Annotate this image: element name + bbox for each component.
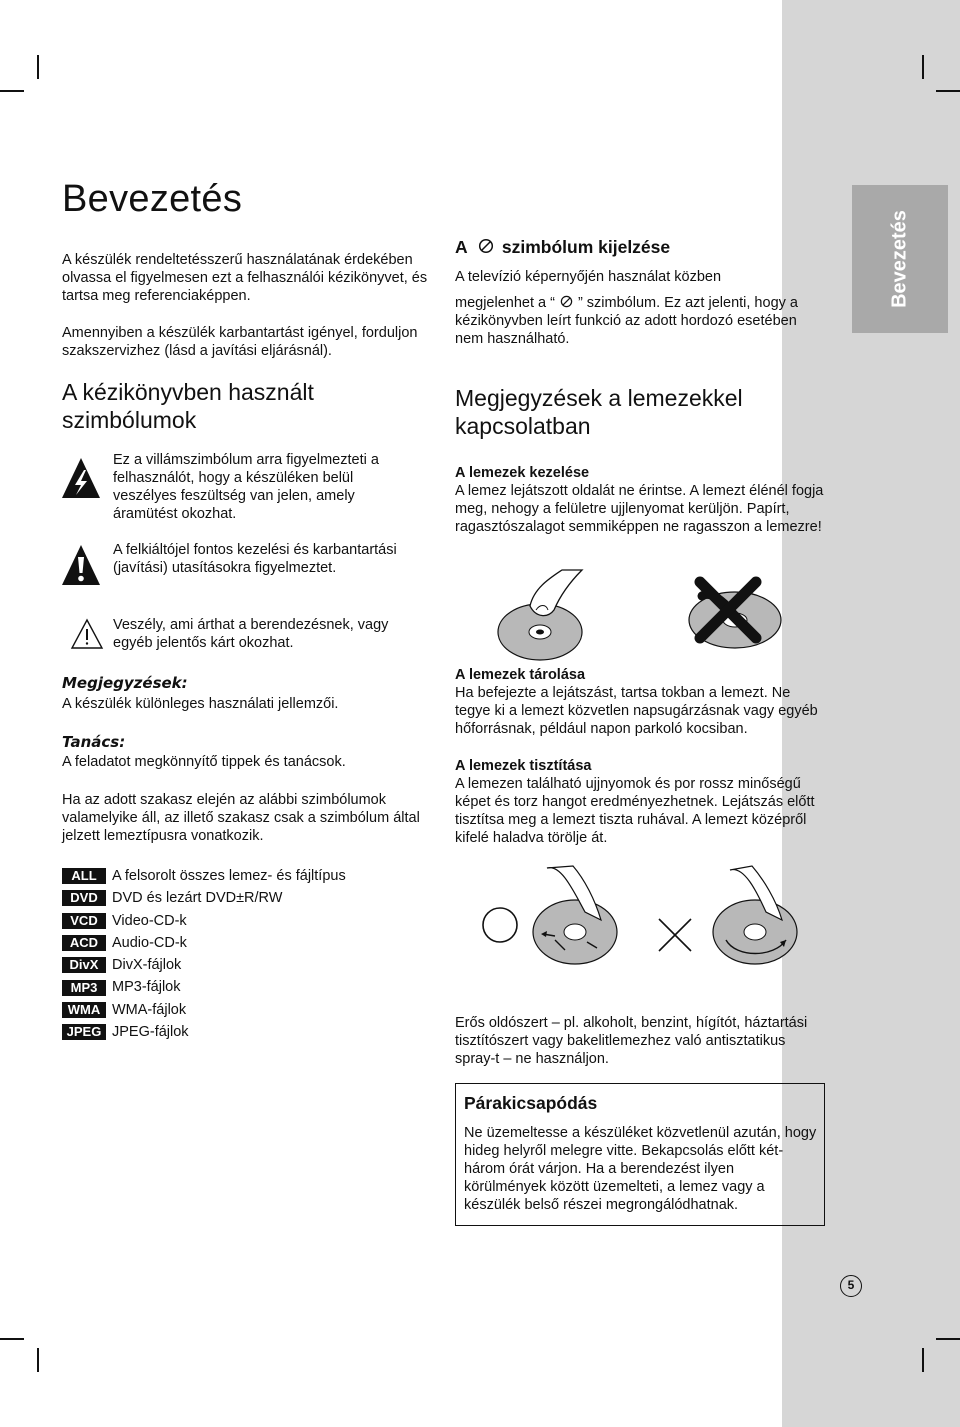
disc-wipe-circular-illustration xyxy=(700,860,810,975)
media-row-all xyxy=(62,865,432,887)
tip-label: Tanács: xyxy=(62,733,126,751)
symbol-text-line-1: A televízió képernyőjén használat közben xyxy=(455,269,722,285)
page-number: 5 xyxy=(840,1275,862,1297)
storage-title: A lemezek tárolása xyxy=(455,667,586,683)
media-badge: DivX xyxy=(62,957,106,973)
section-scope-text: Ha az adott szakasz elején az alábbi szimbólumok valamelyike áll, az illető szakasz csak a szimbólum által jelzett lemeztípusra vonatkozik. xyxy=(62,792,420,844)
media-label: A felsorolt összes lemez- és fájltípus xyxy=(112,868,346,884)
symbol-text-block xyxy=(455,294,825,348)
media-badge: ALL xyxy=(62,868,106,884)
crop-mark xyxy=(0,90,24,92)
symbol-inline-open: megjelenhet a “ xyxy=(455,295,555,311)
media-row-acd xyxy=(62,932,432,954)
media-label: JPEG-fájlok xyxy=(112,1024,189,1041)
notes-label: Megjegyzések: xyxy=(62,674,188,692)
media-row-jpeg xyxy=(62,1021,432,1043)
symbol-meaning: Ez azt jelenti, hogy a kézikönyvben leírt funkció az adott hordozó esetében nem használható. xyxy=(455,295,798,347)
handling-text: A lemez lejátszott oldalát ne érintse. A lemezt élénél fogja meg, nehogy a felületre ujjlenyomat kerüljön. Papírt, ragasztószalagot semmiképpen ne ragasszon a lemezre! xyxy=(455,483,824,535)
symbol-display-heading xyxy=(455,236,670,258)
caution-icon xyxy=(70,618,104,650)
media-row-mp3 xyxy=(62,976,432,998)
disc-held-by-edge-illustration xyxy=(490,566,600,666)
storage-text: Ha befejezte a lejátszást, tartsa tokban a lemezt. Ne tegye ki a lemezt közvetlen napsugárzásnak vagy egyéb hőforrásnak, például napon parkoló kocsiban. xyxy=(455,685,818,737)
caution-text: Veszély, ami árthat a berendezésnek, vagy egyéb jelentős kárt okozhat. xyxy=(113,617,389,651)
media-badge: JPEG xyxy=(62,1024,106,1040)
media-row-divx xyxy=(62,954,432,976)
lightning-text: Ez a villámszimbólum arra figyelmezteti a felhasználót, hogy a készüléken belül veszélyes feszültség van jelen, amely áramütést okozhat. xyxy=(113,452,379,522)
solvent-warning-text: Erős oldószert – pl. alkoholt, benzint, hígítót, háztartási tisztítószert vagy bakelitlemezhez való antisztatikus spray-t – ne használjon. xyxy=(455,1015,808,1067)
media-type-list xyxy=(62,865,432,1043)
cleaning-text: A lemezen található ujjnyomok és por rossz minőségű képet és torz hangot eredményezhetnek. Lejátszás előtt tisztítsa meg a lemezt tiszta ruhával. A lemezt középről kifelé haladva törölje át. xyxy=(455,776,815,846)
cleaning-title: A lemezek tisztítása xyxy=(455,758,592,774)
lightning-warning-icon xyxy=(60,456,102,500)
media-badge: WMA xyxy=(62,1002,106,1018)
heading-suffix: szimbólum kijelzése xyxy=(501,237,671,257)
symbols-heading: A kézikönyvben használt szimbólumok xyxy=(62,379,314,433)
symbol-inline-close: ” szimbólum. xyxy=(577,295,661,311)
side-tab-label: Bevezetés xyxy=(888,210,911,308)
media-badge: MP3 xyxy=(62,980,106,996)
media-label: WMA-fájlok xyxy=(112,1001,187,1018)
media-label: DVD és lezárt DVD±R/RW xyxy=(112,890,283,907)
crop-mark xyxy=(922,55,924,79)
media-label: DivX-fájlok xyxy=(112,957,182,974)
media-label: MP3-fájlok xyxy=(112,979,181,996)
page-title: Bevezetés xyxy=(62,178,243,220)
media-label: Audio-CD-k xyxy=(112,934,187,951)
section-side-tab xyxy=(852,185,948,333)
media-row-vcd xyxy=(62,910,432,932)
crop-mark xyxy=(936,90,960,92)
condensation-title: Párakicsapódás xyxy=(464,1093,598,1113)
condensation-text: Ne üzemeltesse a készüléket közvetlenül azután, hogy hideg helyről melegre vitte. Bekapcsolás előtt két-három órát várjon. Ha a berendezést ilyen körülmények között üzemelteti, a lemez vagy a készülék belső részei megrongálódhatnak. xyxy=(464,1125,817,1213)
crop-mark xyxy=(37,1348,39,1372)
correct-method-circle-icon xyxy=(480,905,520,945)
handling-title: A lemezek kezelése xyxy=(455,465,590,481)
disc-wrong-handling-illustration xyxy=(680,572,790,660)
service-paragraph: Amennyiben a készülék karbantartást igényel, forduljon szakszervizhez (lásd a javítási eljárásnál). xyxy=(62,325,418,359)
tip-text: A feladatot megkönnyítő tippek és tanácsok. xyxy=(62,754,346,770)
media-row-wma xyxy=(62,999,432,1021)
prohibited-symbol-icon xyxy=(560,295,573,308)
crop-mark xyxy=(936,1338,960,1340)
media-badge: ACD xyxy=(62,935,106,951)
notes-text: A készülék különleges használati jellemzői. xyxy=(62,696,339,712)
condensation-box xyxy=(455,1083,825,1226)
media-row-dvd xyxy=(62,887,432,909)
media-badge: VCD xyxy=(62,913,106,929)
exclamation-warning-icon xyxy=(60,543,102,587)
media-badge: DVD xyxy=(62,890,106,906)
media-label: Video-CD-k xyxy=(112,912,187,929)
crop-mark xyxy=(37,55,39,79)
prohibited-symbol-icon xyxy=(478,238,494,254)
heading-prefix: A xyxy=(455,237,467,257)
crop-mark xyxy=(0,1338,24,1340)
intro-paragraph: A készülék rendeltetésszerű használatának érdekében olvassa el figyelmesen ezt a felhasználói kézikönyvet, és tartsa meg referenciaképpen. xyxy=(62,252,428,304)
exclamation-text: A felkiáltójel fontos kezelési és karbantartási (javítási) utasításokra figyelmeztet. xyxy=(113,542,397,576)
wrong-method-x-icon xyxy=(655,915,695,955)
crop-mark xyxy=(922,1348,924,1372)
discs-heading: Megjegyzések a lemezekkel kapcsolatban xyxy=(455,385,743,439)
disc-wipe-center-out-illustration xyxy=(525,860,635,975)
